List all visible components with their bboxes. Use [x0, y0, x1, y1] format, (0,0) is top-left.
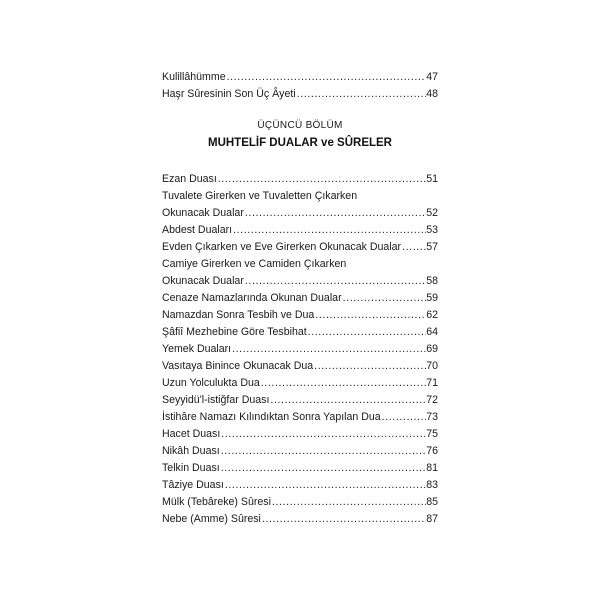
toc-entry-title: Kulillâhümme — [162, 71, 226, 83]
toc-entry-page: 52 — [426, 207, 438, 219]
toc-leader-dots — [313, 358, 426, 375]
toc-entry-page: 69 — [426, 343, 438, 355]
toc-entry-title: Nikâh Duası — [162, 445, 220, 457]
toc-leader-dots — [224, 477, 426, 494]
toc-leader-dots — [220, 443, 427, 460]
section-title: MUHTELİF DUALAR ve SÛRELER — [207, 137, 392, 149]
toc-entry-title: Haşr Sûresinin Son Üç Âyeti — [162, 88, 296, 100]
toc-leader-dots — [314, 307, 426, 324]
toc-leader-dots — [307, 324, 427, 341]
toc-entry-title: İstihâre Namazı Kılındıktan Sonra Yapılan Dua — [162, 411, 381, 423]
toc-leader-dots — [381, 409, 427, 426]
toc-entry-title: Mülk (Tebâreke) Sûresi — [162, 496, 271, 508]
toc-entry — [162, 426, 438, 443]
toc-entry-page: 76 — [426, 445, 438, 457]
toc-leader-dots — [269, 392, 426, 409]
toc-entry — [162, 409, 438, 426]
toc-leader-dots — [232, 222, 426, 239]
toc-entry-title: Evden Çıkarken ve Eve Girerken Okunacak Dualar — [162, 241, 402, 253]
toc-entry — [162, 324, 438, 341]
toc-entry-title: Hacet Duası — [162, 428, 221, 440]
toc-leader-dots — [217, 171, 426, 188]
toc-entry-title: Tuvalete Girerken ve Tuvaletten Çıkarken — [162, 190, 358, 202]
toc-leader-dots — [296, 86, 427, 103]
toc-entry-title: Ezan Duası — [162, 173, 217, 185]
toc-entry — [162, 511, 438, 528]
toc-entry-page: 58 — [426, 275, 438, 287]
toc-entry — [162, 69, 438, 86]
toc-entry-title: Tâziye Duası — [162, 479, 224, 491]
toc-entry — [162, 477, 438, 494]
toc-entry-page: 64 — [426, 326, 438, 338]
toc-entry-title: Abdest Duaları — [162, 224, 233, 236]
toc-leader-dots — [261, 511, 426, 528]
toc-entry-page: 85 — [426, 496, 438, 508]
toc-entry — [162, 188, 438, 205]
toc-entry-page: 81 — [426, 462, 438, 474]
toc-leader-dots — [226, 69, 427, 86]
toc-entry-title: Yemek Duaları — [162, 343, 232, 355]
toc-entry-title: Uzun Yolculukta Dua — [162, 377, 260, 389]
toc-entry — [162, 358, 438, 375]
toc-entry — [162, 392, 438, 409]
toc-entry-page: 48 — [426, 88, 438, 100]
toc-entry-page: 57 — [426, 241, 438, 253]
toc-leader-dots — [244, 273, 426, 290]
toc-entry-title: Seyyidü'l-istiğfar Duası — [162, 394, 270, 406]
toc-entry — [162, 460, 438, 477]
toc-leader-dots — [220, 426, 426, 443]
toc-top-list — [162, 69, 438, 103]
toc-entry-page: 51 — [426, 173, 438, 185]
toc-entry-page: 75 — [426, 428, 438, 440]
toc-main-list — [162, 171, 438, 528]
toc-leader-dots — [260, 375, 426, 392]
toc-entry — [162, 239, 438, 256]
toc-entry-title: Okunacak Dualar — [162, 207, 244, 219]
toc-entry-title: Namazdan Sonra Tesbih ve Dua — [162, 309, 315, 321]
toc-entry — [162, 256, 438, 273]
toc-entry-page: 53 — [426, 224, 438, 236]
toc-entry-title: Şâfiî Mezhebine Göre Tesbihat — [162, 326, 307, 338]
section-label: ÜÇÜNCÜ BÖLÜM — [257, 120, 343, 131]
toc-leader-dots — [220, 460, 427, 477]
toc-entry-title: Vasıtaya Binince Okunacak Dua — [162, 360, 314, 372]
toc-entry-page: 72 — [426, 394, 438, 406]
toc-entry — [162, 290, 438, 307]
toc-entry — [162, 443, 438, 460]
toc-entry-title: Cenaze Namazlarında Okunan Dualar — [162, 292, 342, 304]
toc-leader-dots — [401, 239, 426, 256]
toc-entry — [162, 222, 438, 239]
toc-entry-title: Okunacak Dualar — [162, 275, 244, 287]
toc-leader-dots — [231, 341, 426, 358]
toc-leader-dots — [244, 205, 426, 222]
toc-entry-page: 70 — [426, 360, 438, 372]
toc-entry-page: 73 — [426, 411, 438, 423]
toc-entry-page: 83 — [426, 479, 438, 491]
toc-entry — [162, 494, 438, 511]
toc-entry-page: 71 — [426, 377, 438, 389]
toc-entry — [162, 375, 438, 392]
toc-entry — [162, 307, 438, 324]
toc-entry-title: Camiye Girerken ve Camiden Çıkarken — [162, 258, 347, 270]
toc-entry — [162, 86, 438, 103]
toc-entry-page: 62 — [426, 309, 438, 321]
toc-leader-dots — [271, 494, 426, 511]
toc-entry-title: Telkin Duası — [162, 462, 220, 474]
toc-entry — [162, 205, 438, 222]
toc-leader-dots — [342, 290, 427, 307]
toc-entry-title: Nebe (Amme) Sûresi — [162, 513, 261, 525]
toc-entry — [162, 171, 438, 188]
toc-entry — [162, 273, 438, 290]
toc-entry-page: 59 — [426, 292, 438, 304]
toc-entry-page: 87 — [426, 513, 438, 525]
toc-entry-page: 47 — [426, 71, 438, 83]
toc-entry — [162, 341, 438, 358]
